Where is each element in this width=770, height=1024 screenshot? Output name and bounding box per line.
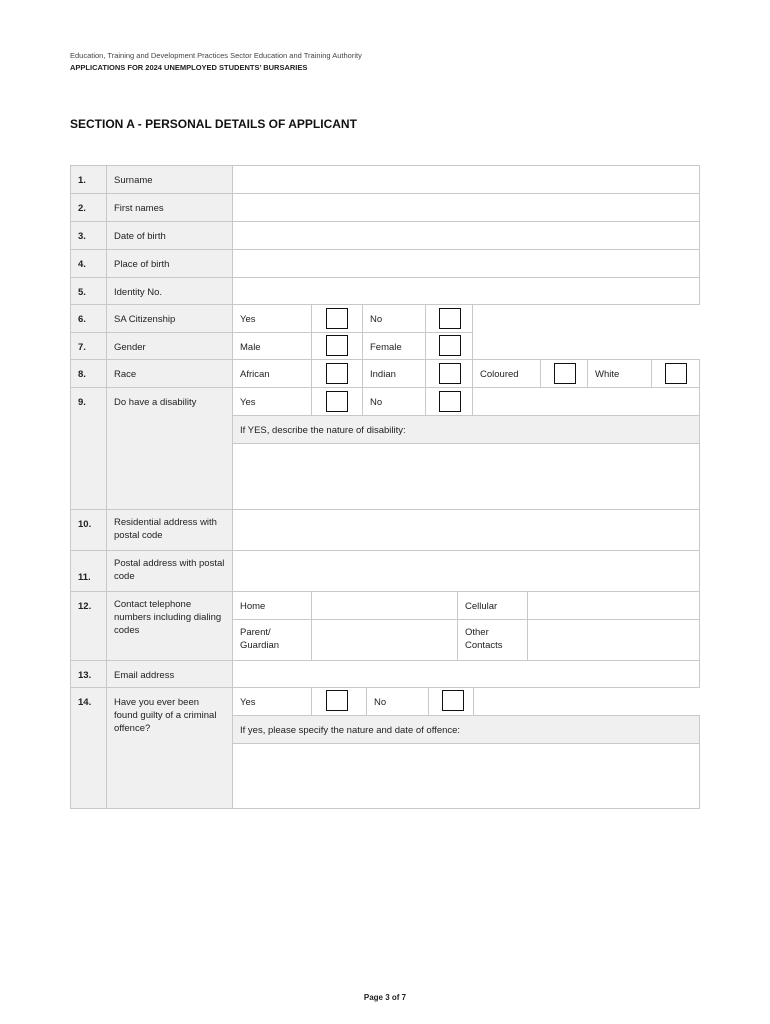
- org-name: Education, Training and Development Practices Sector Education and Training Authority: [70, 51, 362, 60]
- row-label: Email address: [106, 660, 233, 688]
- option-label: Yes: [232, 687, 312, 716]
- row-label: Contact telephone numbers including dialing codes: [106, 591, 233, 661]
- row-number: 12.: [70, 591, 107, 661]
- option-label: Female: [362, 332, 426, 360]
- row-number: 9.: [70, 387, 107, 510]
- option-label: No: [366, 687, 429, 716]
- option-label: No: [362, 387, 426, 416]
- contact-type-label: Home: [232, 591, 312, 620]
- row-label: Residential address with postal code: [106, 509, 233, 551]
- blank-cell: [472, 387, 700, 416]
- residential-address-field[interactable]: [232, 509, 700, 551]
- race-african-checkbox[interactable]: [326, 363, 348, 384]
- identity-no-field[interactable]: [232, 277, 700, 305]
- row-number: 10.: [70, 509, 107, 551]
- email-address-field[interactable]: [232, 660, 700, 688]
- contact-type-label: Other Contacts: [457, 619, 528, 661]
- citizenship-yes-checkbox[interactable]: [326, 308, 348, 329]
- row-number: 3.: [70, 221, 107, 250]
- row-label: Postal address with postal code: [106, 550, 233, 592]
- option-label: Coloured: [472, 359, 541, 388]
- option-label: Yes: [232, 304, 312, 333]
- race-white-checkbox[interactable]: [665, 363, 687, 384]
- row-number: 11.: [70, 550, 107, 592]
- race-indian-checkbox[interactable]: [439, 363, 461, 384]
- offence-prompt: If yes, please specify the nature and date of offence:: [232, 715, 700, 744]
- contact-type-label: Parent/ Guardian: [232, 619, 312, 661]
- other-contacts-field[interactable]: [527, 619, 700, 661]
- row-label: Place of birth: [106, 249, 233, 278]
- offence-details-field[interactable]: [232, 743, 700, 809]
- disability-yes-checkbox[interactable]: [326, 391, 348, 412]
- form-subtitle: APPLICATIONS FOR 2024 UNEMPLOYED STUDENTS’ BURSARIES: [70, 63, 308, 72]
- row-label: SA Citizenship: [106, 304, 233, 333]
- citizenship-no-checkbox[interactable]: [439, 308, 461, 329]
- row-label: Gender: [106, 332, 233, 360]
- row-label: Race: [106, 359, 233, 388]
- gender-male-checkbox[interactable]: [326, 335, 348, 356]
- first-names-field[interactable]: [232, 193, 700, 222]
- disability-prompt: If YES, describe the nature of disability:: [232, 415, 700, 444]
- criminal-no-checkbox[interactable]: [442, 690, 464, 711]
- row-label: Do have a disability: [106, 387, 233, 510]
- disability-no-checkbox[interactable]: [439, 391, 461, 412]
- postal-address-field[interactable]: [232, 550, 700, 592]
- parent-guardian-phone-field[interactable]: [311, 619, 458, 661]
- row-number: 2.: [70, 193, 107, 222]
- disability-description-field[interactable]: [232, 443, 700, 510]
- option-label: Indian: [362, 359, 426, 388]
- row-number: 14.: [70, 687, 107, 809]
- row-label: Identity No.: [106, 277, 233, 305]
- criminal-yes-checkbox[interactable]: [326, 690, 348, 711]
- race-coloured-checkbox[interactable]: [554, 363, 576, 384]
- contact-type-label: Cellular: [457, 591, 528, 620]
- place-of-birth-field[interactable]: [232, 249, 700, 278]
- row-number: 4.: [70, 249, 107, 278]
- row-label: First names: [106, 193, 233, 222]
- option-label: No: [362, 304, 426, 333]
- row-number: 5.: [70, 277, 107, 305]
- row-number: 1.: [70, 165, 107, 194]
- row-label: Have you ever been found guilty of a criminal offence?: [106, 687, 233, 809]
- option-label: Male: [232, 332, 312, 360]
- row-number: 13.: [70, 660, 107, 688]
- option-label: Yes: [232, 387, 312, 416]
- row-number: 6.: [70, 304, 107, 333]
- cellular-phone-field[interactable]: [527, 591, 700, 620]
- row-label: Surname: [106, 165, 233, 194]
- gender-female-checkbox[interactable]: [439, 335, 461, 356]
- option-label: African: [232, 359, 312, 388]
- section-title: SECTION A - PERSONAL DETAILS OF APPLICANT: [70, 117, 357, 131]
- page-number: Page 3 of 7: [363, 993, 407, 1002]
- option-label: White: [587, 359, 652, 388]
- surname-field[interactable]: [232, 165, 700, 194]
- row-label: Date of birth: [106, 221, 233, 250]
- date-of-birth-field[interactable]: [232, 221, 700, 250]
- row-number: 8.: [70, 359, 107, 388]
- home-phone-field[interactable]: [311, 591, 458, 620]
- row-number: 7.: [70, 332, 107, 360]
